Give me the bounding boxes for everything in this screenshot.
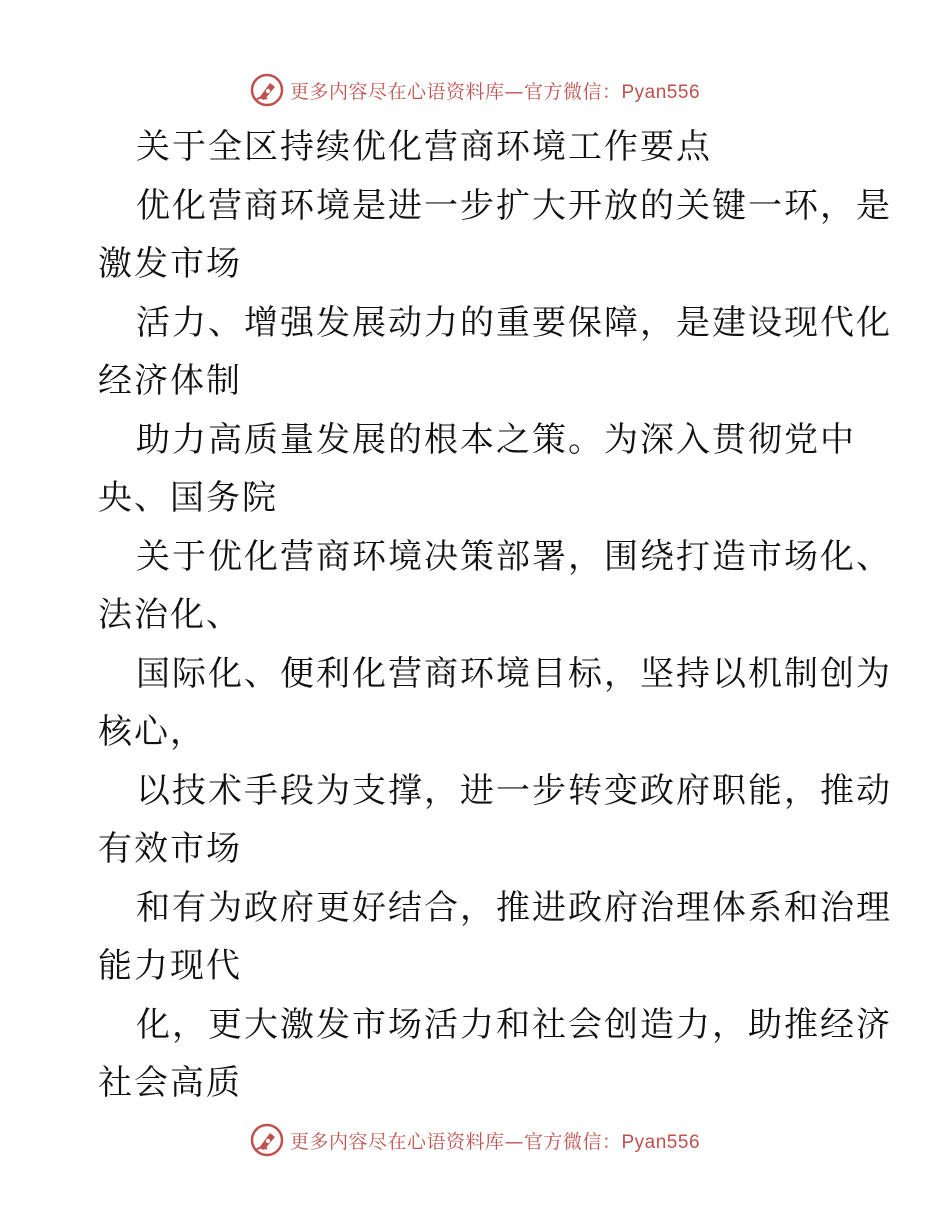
paragraph-line: 优化营商环境是进一步扩大开放的关键一环，是	[136, 185, 892, 226]
paragraph-line: 央、国务院	[98, 478, 278, 518]
paragraph-line: 以技术手段为支撑，进一步转变政府职能，推动	[136, 770, 892, 811]
paragraph-line: 和有为政府更好结合，推进政府治理体系和治理	[136, 887, 892, 928]
paragraph-line: 法治化、	[98, 595, 242, 635]
paragraph-line: 核心，	[98, 712, 206, 752]
document-body	[98, 118, 892, 1113]
watermark-official: 官方微信：	[523, 80, 622, 103]
pen-nib-circle-icon	[250, 1123, 284, 1157]
paragraph-line: 有效市场	[98, 829, 242, 869]
paragraph-line: 助力高质量发展的根本之策。为深入贯彻党中	[136, 419, 856, 460]
watermark-main: 更多内容尽在心语资料库	[289, 80, 505, 103]
watermark-text	[290, 1127, 700, 1154]
watermark-main: 更多内容尽在心语资料库	[289, 1130, 505, 1153]
watermark-handle: Pyan556	[621, 1131, 701, 1153]
paragraph-line: 活力、增强发展动力的重要保障，是建设现代化	[136, 302, 892, 343]
footer-watermark	[0, 1120, 950, 1160]
document-title: 关于全区持续优化营商环境工作要点	[136, 127, 712, 167]
pen-nib-circle-icon	[250, 73, 284, 107]
paragraph-line: 社会高质	[98, 1063, 242, 1103]
paragraph-line: 化，更大激发市场活力和社会创造力，助推经济	[136, 1004, 892, 1045]
header-watermark-inner	[250, 73, 700, 107]
header-watermark	[0, 70, 950, 110]
paragraph-line: 经济体制	[98, 361, 242, 401]
paragraph-line: 关于优化营商环境决策部署，围绕打造市场化、	[136, 536, 892, 577]
watermark-handle: Pyan556	[621, 81, 701, 103]
paragraph-line: 国际化、便利化营商环境目标，坚持以机制创为	[136, 653, 892, 694]
watermark-text	[290, 77, 700, 104]
footer-watermark-inner	[250, 1123, 700, 1157]
watermark-official: 官方微信：	[523, 1130, 622, 1153]
paragraph-line: 能力现代	[98, 946, 242, 986]
watermark-dash: —	[504, 80, 524, 103]
paragraph-line: 激发市场	[98, 244, 242, 284]
watermark-dash: —	[504, 1130, 524, 1153]
